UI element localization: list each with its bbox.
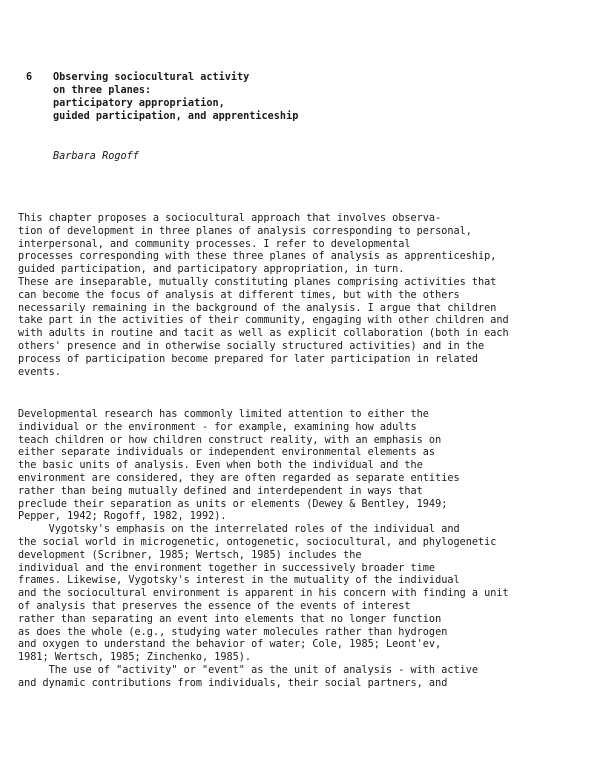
chapter-number: 6 <box>26 72 33 83</box>
chapter-title <box>53 71 298 123</box>
text-line: the social world in microgenetic, ontogenetic, sociocultural, and phylogenetic <box>18 536 497 548</box>
text-line: and the sociocultural environment is apparent in his concern with finding a unit <box>18 588 509 600</box>
text-line: necessarily remaining in the background of the analysis. I argue that children <box>18 302 497 314</box>
text-line: with adults in routine and tacit as well as explicit collaboration (both in each <box>18 328 509 340</box>
abstract-paragraph <box>18 213 598 379</box>
text-line: rather than being mutually defined and interdependent in ways that <box>18 485 423 497</box>
text-line: 1981; Wertsch, 1985; Zinchenko, 1985). <box>18 652 252 664</box>
text-line: process of participation become prepared for later participation in related <box>18 353 479 365</box>
text-line: guided participation, and participatory appropriation, in turn. <box>18 264 405 276</box>
text-line: processes corresponding with these three planes of analysis as apprenticeship, <box>18 251 497 263</box>
text-line: preclude their separation as units or elements (Dewey & Bentley, 1949; <box>18 498 448 510</box>
text-line: take part in the activities of their community, engaging with other children and <box>18 315 509 327</box>
chapter-title-line: guided participation, and apprenticeship <box>53 111 299 122</box>
text-line: as does the whole (e.g., studying water molecules rather than hydrogen <box>18 626 448 638</box>
text-line: rather than separating an event into elements that no longer function <box>18 613 442 625</box>
text-line: teach children or how children construct reality, with an emphasis on <box>18 434 442 446</box>
chapter-title-line: Observing sociocultural activity <box>53 72 250 83</box>
text-line: Developmental research has commonly limited attention to either the <box>18 409 429 420</box>
text-line: These are inseparable, mutually constituting planes comprising activities that <box>18 276 497 288</box>
text-line: can become the focus of analysis at different times, but with the others <box>18 289 460 301</box>
chapter-title-line: on three planes: <box>53 85 152 96</box>
text-line: frames. Likewise, Vygotsky's interest in the mutuality of the individual <box>18 575 460 587</box>
chapter-title-line: participatory appropriation, <box>53 98 225 109</box>
text-line: the basic units of analysis. Even when both the individual and the <box>18 460 423 472</box>
text-line: events. <box>18 366 61 378</box>
text-line: and dynamic contributions from individuals, their social partners, and <box>18 677 448 689</box>
text-line: Pepper, 1942; Rogoff, 1982, 1992). <box>18 511 227 523</box>
text-line: tion of development in three planes of analysis corresponding to personal, <box>18 225 472 237</box>
text-line: interpersonal, and community processes. I refer to developmental <box>18 238 411 250</box>
text-line: development (Scribner, 1985; Wertsch, 1985) includes the <box>18 549 362 561</box>
body-text <box>18 409 598 691</box>
text-line: either separate individuals or independent environmental elements as <box>18 447 436 459</box>
text-line: The use of "activity" or "event" as the unit of analysis - with active <box>18 664 479 676</box>
text-line: Vygotsky's emphasis on the interrelated roles of the individual and <box>18 524 460 536</box>
author-name: Barbara Rogoff <box>53 151 139 162</box>
text-line: environment are considered, they are often regarded as separate entities <box>18 472 460 484</box>
text-line: individual and the environment together in successively broader time <box>18 562 436 574</box>
text-line: individual or the environment - for example, examining how adults <box>18 421 417 433</box>
text-line: and oxygen to understand the behavior of water; Cole, 1985; Leont'ev, <box>18 639 442 651</box>
text-line: others' presence and in otherwise socially structured activities) and in the <box>18 340 485 352</box>
text-line: of analysis that preserves the essence of the events of interest <box>18 600 411 612</box>
text-line: This chapter proposes a sociocultural approach that involves observa- <box>18 213 442 224</box>
